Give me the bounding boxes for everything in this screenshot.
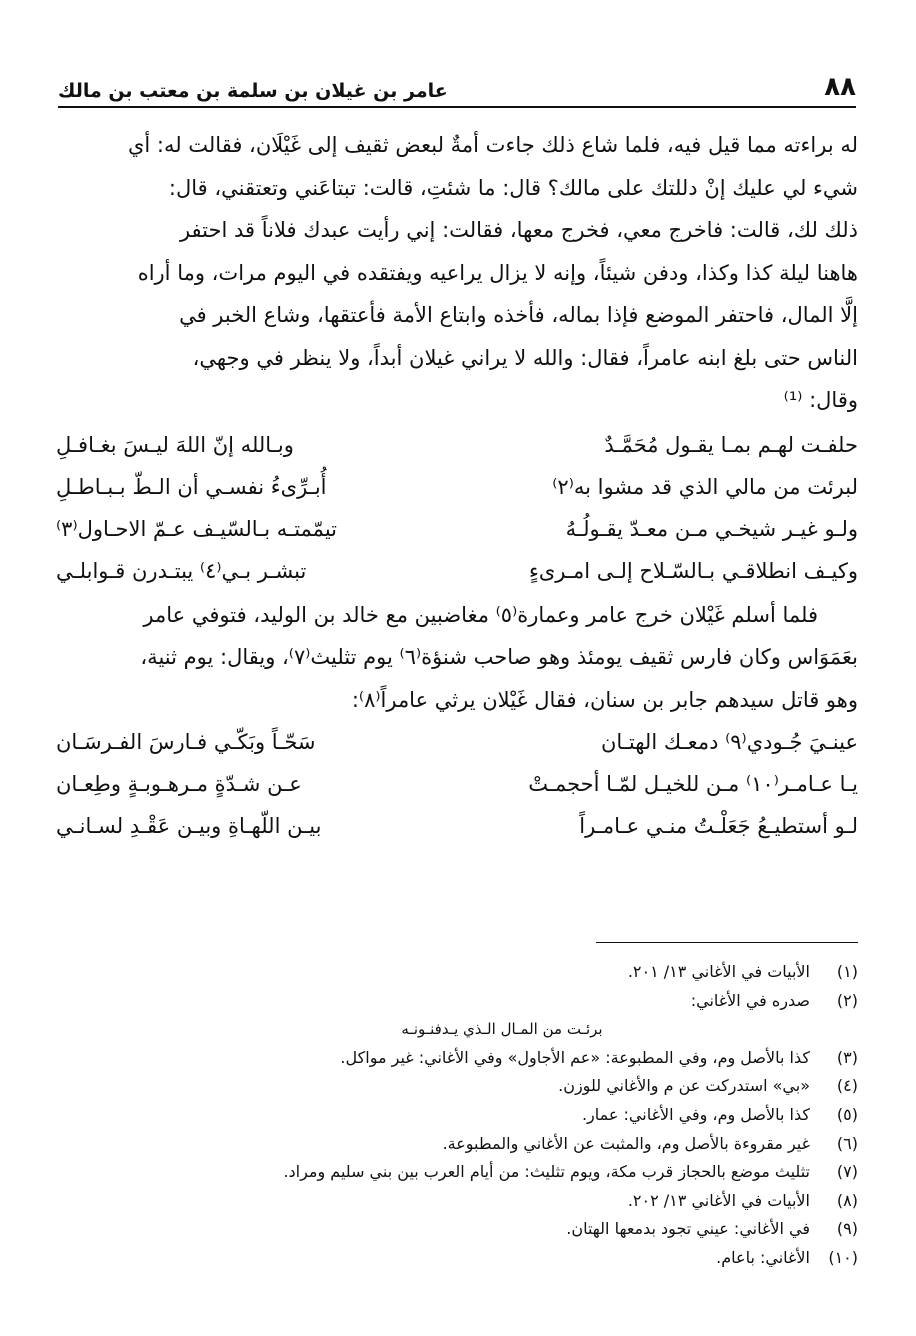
footnote-number: (٣) [836,1047,858,1067]
verse [56,466,858,508]
prose-line: وهو قاتل سيدهم جابر بن سنان، فقال غَيْلان يرثي عامراً⁽٨⁾: [351,687,858,712]
verse [56,550,858,592]
footnote-text: كذا بالأصل وم، وفي الأغاني: عمار. [581,1104,810,1124]
footnote [56,1244,858,1273]
hemistich-first: عينـيَ جُـودي⁽٩⁾ دمعـك الهتـان [600,730,858,754]
prose-line: وقال: ⁽¹⁾ [783,388,858,412]
footnote-number: (١) [836,962,858,981]
prose-line: بعَمَوَاس وكان فارس ثقيف يومئذ وهو صاحب شنؤة⁽٦⁾ يوم تثليث⁽٧⁾، ويقال: يوم ثنية، [140,645,858,669]
hemistich-first: حلفـت لهـم بمـا يقـول مُحَمَّـدٌ [604,432,858,457]
footnotes [56,958,858,1273]
hemistich-first: وكيـف انطلاقـي بـالسّـلاح إلـى امـرىءٍ [529,558,858,583]
prose-block-2 [56,594,858,722]
prose-line: ذلك لك، قالت: فاخرج معي، فخرج معها، فقالت: إني رأيت عبدك فلاناً قد احتفر [179,218,858,242]
footnote-text: الأبيات في الأغاني ١٣/ ٢٠٢. [627,1190,810,1210]
footnote-number: (١٠) [828,1247,858,1267]
footnote-separator [596,942,858,943]
prose-line: الناس حتى بلغ ابنه عامراً، فقال: والله لا يراني غيلان أبداً، ولا ينظر في وجهي، [192,345,858,370]
verse [56,424,858,466]
footnote-text: «بي» استدركت عن م والأغاني للوزن. [558,1076,810,1096]
footnote-number: (٥) [836,1104,858,1124]
footnote-number: (٨) [836,1190,858,1210]
footnote-number: (٢) [836,990,858,1010]
footnote-number: (٤) [836,1076,858,1096]
footnote-text: الأبيات في الأغاني ١٣/ ٢٠١. [627,962,810,981]
prose-line: إلَّا المال، فاحتفر الموضع فإذا بماله، فأخذه وابتاع الأمة فأعتقها، وشاع الخبر في [179,303,858,327]
poem-1 [56,424,858,592]
prose-line: هاهنا ليلة كذا وكذا، ودفن شيئاً، وإنه لا يزال يراعيه ويفتقده في اليوم مرات، وما أراه [137,260,858,285]
page-header [58,62,856,108]
footnote [56,1187,858,1216]
footnote [56,1215,858,1244]
footnote-text: في الأغاني: عيني تجود بدمعها الهتان. [566,1219,810,1239]
prose-block-1 [56,124,858,422]
footnote-number: (٦) [836,1133,858,1153]
verse [56,721,858,763]
footnote-text: الأغاني: باعام. [716,1247,810,1267]
footnote-text: تثليث موضع بالحجاز قرب مكة، ويوم تثليث: من أيام العرب بين بني سليم ومراد. [283,1162,810,1182]
hemistich-first: لبرئت من مالي الذي قد مشوا به⁽٢⁾ [552,474,858,499]
hemistich-first: لـو أستطيـعُ جَعَلْـتُ منـي عـامـراً [579,814,858,838]
footnote [56,987,858,1016]
poem-2 [56,721,858,847]
footnote [56,1158,858,1187]
footnote-text: غير مقروءة بالأصل وم، والمثبت عن الأغاني والمطبوعة. [442,1133,810,1153]
hemistich-first: ولـو غيـر شيخـي مـن معـدّ يقـولُـهُ [565,516,858,541]
footnote [56,1130,858,1159]
footnote [56,1072,858,1101]
verse [56,508,858,550]
page-number: ٨٨ [824,72,856,102]
hemistich-second: تبشـر بـي⁽٤⁾ يبتـدرن قـوابلـي [56,558,307,583]
footnote-number: (٩) [836,1219,858,1239]
footnote [56,1044,858,1073]
prose-line: فلما أسلم غَيْلان خرج عامر وعمارة⁽٥⁾ مغاضبين مع خالد بن الوليد، فتوفي عامر [143,602,818,627]
running-title: عامر بن غيلان بن سلمة بن معتب بن مالك [58,80,448,102]
footnote [56,958,858,987]
footnote-text: صدره في الأغاني: [690,990,810,1010]
hemistich-second: أُبـرِّىءُ نفسـي أن الـطّ بـبـاطـلِ [56,474,327,499]
footnote [56,1101,858,1130]
main-text [56,124,858,847]
footnote-quoted-verse: برئـت من المـال الـذي يـدفنـونـه [401,1020,603,1039]
hemistich-second: وبـالله إنّ اللهَ ليـسَ بغـافـلِ [56,432,294,457]
hemistich-second: عـن شـدّةٍ مـرهـوبـةٍ وطِعـان [56,772,302,796]
hemistich-second: سَحّـاً وبَكّـي فـارسَ الفـرسَـان [56,730,316,754]
prose-line: شيء لي عليك إنْ دللتك على مالك؟ قال: ما شئتِ، قالت: تبتاعَني وتعتقني، قال: [168,175,858,200]
verse [56,763,858,805]
hemistich-second: بيـن اللّهـاةِ وبيـن عَقْـدِ لسـانـي [56,814,322,838]
footnote-number: (٧) [836,1162,858,1182]
prose-line: له براءته مما قيل فيه، فلما شاع ذلك جاءت أمةٌ لبعض ثقيف إلى غَيْلَان، فقالت له: أي [127,133,858,157]
footnote-text: كذا بالأصل وم، وفي المطبوعة: «عم الأجاول» وفي الأغاني: غير مواكل. [340,1047,810,1067]
verse [56,805,858,847]
hemistich-second: تيمّمتـه بـالسّيـف عـمّ الاحـاول⁽٣⁾ [56,516,338,541]
hemistich-first: يـا عـامـر⁽١٠⁾ مـن للخيـل لمّـا أحجمـتْ [528,772,858,796]
